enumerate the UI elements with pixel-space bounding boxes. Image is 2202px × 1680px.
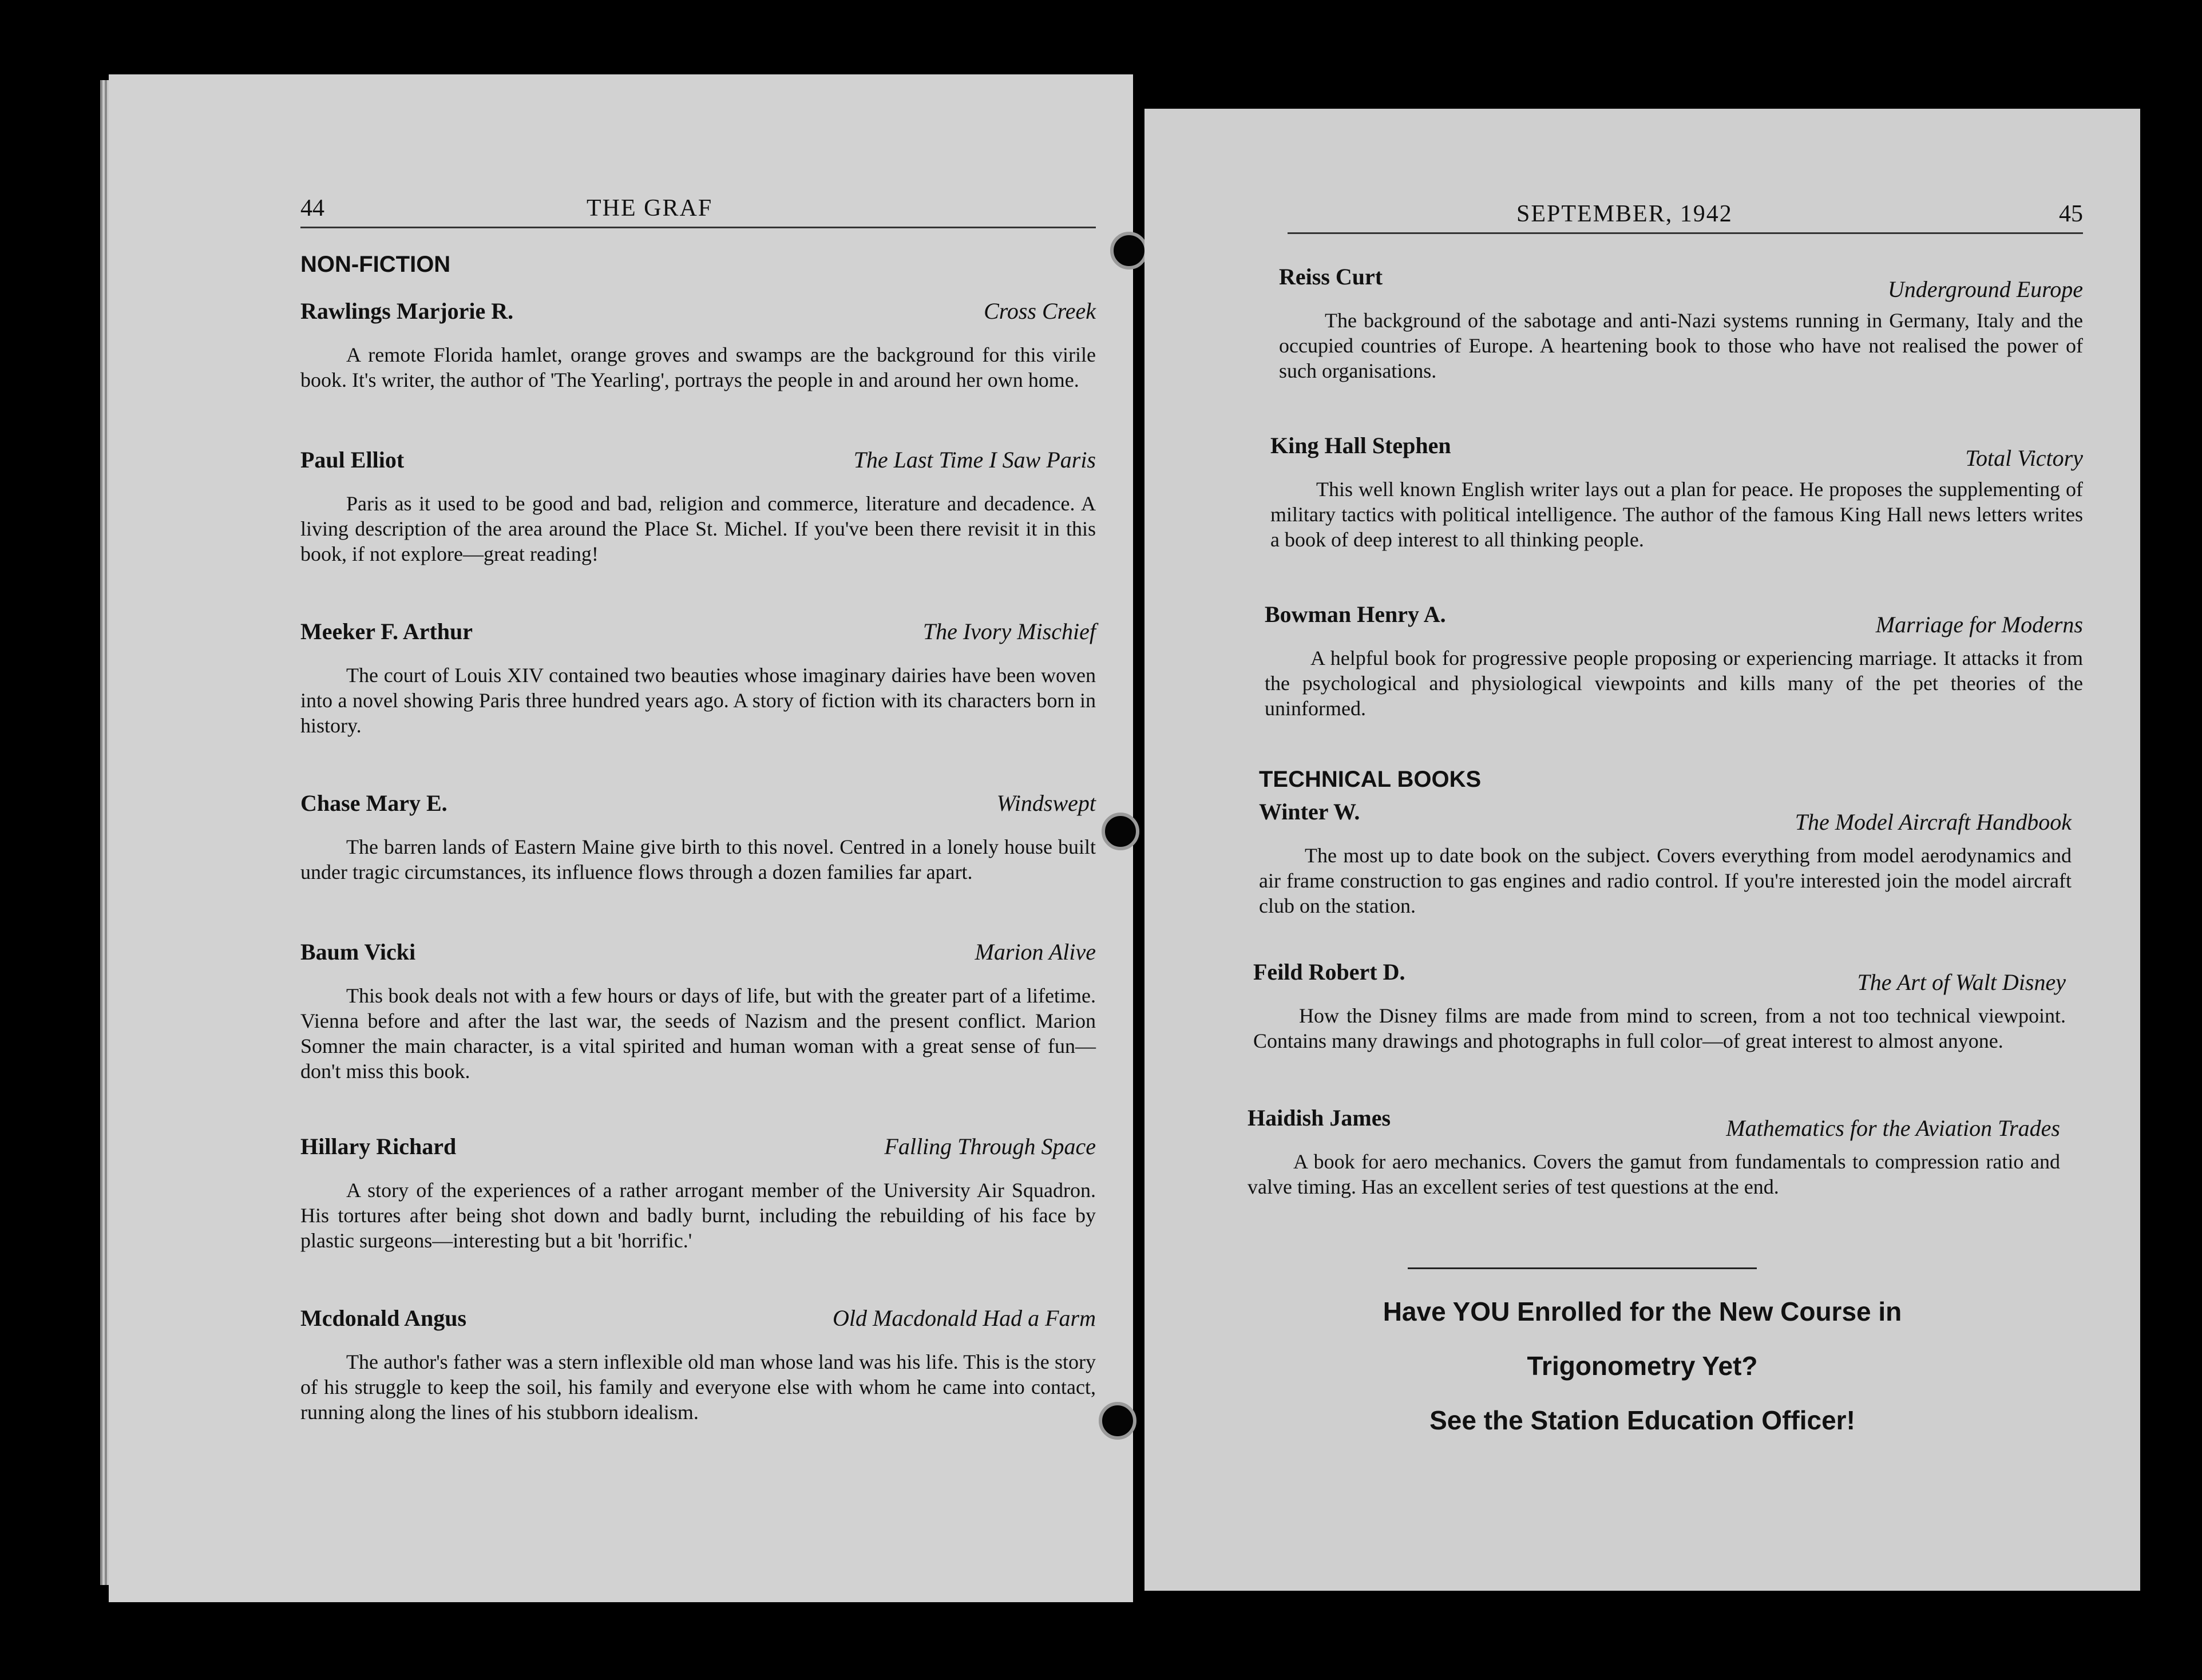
book-entry: [1265, 601, 2083, 732]
entry-book-title: Cross Creek: [984, 298, 1096, 324]
entry-book-title: Marion Alive: [975, 939, 1096, 965]
entry-author: Meeker F. Arthur: [300, 619, 473, 644]
entry-book-title: Total Victory: [1965, 445, 2083, 471]
book-entry: [1279, 263, 2083, 395]
book-entry: [1253, 958, 2066, 1090]
entry-description: The most up to date book on the subject. Covers everything from model aerodynamics and air frame construction to gas engines and radio control. If you're interested join the model aircraft club on the station.: [1259, 844, 2072, 917]
left-page: [109, 74, 1133, 1602]
page-number: 45: [2059, 201, 2083, 227]
entry-author: Feild Robert D.: [1253, 959, 1405, 985]
page-number: 44: [300, 195, 324, 221]
entry-description: A helpful book for progressive people proposing or experiencing marriage. It attacks it from the psychological and physiological viewpoints and kills many of the pet theories of the uninformed.: [1265, 647, 2083, 720]
book-entry: [300, 446, 1096, 572]
header-rule: [1288, 232, 2083, 234]
entry-description: This book deals not with a few hours or days of life, but with the greater part of a lifetime. Vienna before and after the last war, the seeds of Nazism and the present conflict. Marion Somner the main character, is a vital spirited and human woman with a great sense of fun—don't miss this book.: [300, 984, 1096, 1083]
section-heading: NON-FICTION: [300, 252, 451, 277]
divider-rule: [1408, 1267, 1757, 1269]
entry-description: A remote Florida hamlet, orange groves and swamps are the background for this virile book. It's writer, the author of 'The Yearling', portrays the people in and around her own home.: [300, 343, 1096, 391]
entry-book-title: Old Macdonald Had a Farm: [833, 1305, 1096, 1331]
entry-author: Winter W.: [1259, 799, 1360, 825]
entry-author: Chase Mary E.: [300, 790, 447, 816]
header-rule: [300, 227, 1096, 228]
notice-line-1: Have YOU Enrolled for the New Course in: [1383, 1297, 1902, 1326]
book-entry: [300, 1305, 1096, 1442]
entry-author: Bowman Henry A.: [1265, 601, 1446, 627]
entry-description: The court of Louis XIV contained two beauties whose imaginary dairies have been woven into a novel showing Paris three hundred years ago. A story of fiction with its characters born in history.: [300, 664, 1096, 737]
entry-description: How the Disney films are made from mind to screen, from a not too technical viewpoint. Contains many drawings and photographs in full color—of great interest to almost anyone.: [1253, 1004, 2066, 1052]
entry-author: Hillary Richard: [300, 1134, 457, 1159]
notice-line-3: See the Station Education Officer!: [1429, 1405, 1855, 1435]
entry-description: A story of the experiences of a rather arrogant member of the University Air Squadron. His tortures after being shot down and badly burnt, including the rebuilding of his face by plastic surgeons—interesting but a bit 'horrific.': [300, 1179, 1096, 1252]
notice-line-2: Trigonometry Yet?: [1527, 1351, 1758, 1381]
binding-staple: [1099, 1402, 1136, 1440]
book-entry: [300, 1133, 1096, 1270]
binding-staple: [1110, 232, 1148, 270]
entry-author: Reiss Curt: [1279, 264, 1383, 290]
entry-description: Paris as it used to be good and bad, religion and commerce, literature and decadence. A living description of the area around the Place St. Michel. If you've been there revisit it in this book, if not explore—great reading!: [300, 492, 1096, 565]
entry-author: Paul Elliot: [300, 447, 405, 473]
entry-author: Rawlings Marjorie R.: [300, 298, 514, 324]
entry-book-title: Underground Europe: [1887, 276, 2083, 302]
entry-description: The background of the sabotage and anti-Nazi systems running in Germany, Italy and the occupied countries of Europe. A heartening book to those who have not realised the power of such organisations.: [1279, 309, 2083, 382]
entry-author: King Hall Stephen: [1270, 433, 1451, 458]
entry-book-title: Marriage for Moderns: [1875, 612, 2083, 637]
book-entry: [1270, 432, 2083, 569]
entry-book-title: Mathematics for the Aviation Trades: [1726, 1115, 2060, 1141]
book-entry: [300, 298, 1096, 395]
entry-author: Haidish James: [1247, 1105, 1391, 1131]
running-title: SEPTEMBER, 1942: [1516, 201, 1733, 227]
binding-staple: [1102, 813, 1139, 850]
book-entry: [300, 938, 1096, 1093]
book-entry: [1259, 798, 2072, 941]
right-page: [1144, 109, 2140, 1591]
entry-description: The author's father was a stern inflexible old man whose land was his life. This is the story of his struggle to keep the soil, his family and everyone else with whom he came into contact, running along the lines of his stubborn idealism.: [300, 1350, 1096, 1424]
entry-book-title: The Ivory Mischief: [922, 619, 1096, 644]
book-entry: [300, 618, 1096, 744]
entry-book-title: The Model Aircraft Handbook: [1795, 809, 2072, 835]
book-entry: [300, 790, 1096, 893]
entry-book-title: Falling Through Space: [884, 1134, 1096, 1159]
entry-book-title: The Art of Walt Disney: [1857, 969, 2066, 995]
book-entry: [1247, 1104, 2060, 1236]
entry-author: Mcdonald Angus: [300, 1305, 467, 1331]
entry-author: Baum Vicki: [300, 939, 416, 965]
entry-description: This well known English writer lays out a plan for peace. He proposes the supplementing of military tactics with political intelligence. The author of the famous King Hall news letters writes a book of deep interest to all thinking people.: [1270, 478, 2083, 551]
running-title: THE GRAF: [587, 195, 713, 221]
section-heading: TECHNICAL BOOKS: [1259, 767, 1482, 792]
entry-book-title: Windswept: [996, 790, 1096, 816]
entry-description: A book for aero mechanics. Covers the gamut from fundamentals to compression ratio and valve timing. Has an excellent series of test questions at the end.: [1247, 1150, 2060, 1198]
entry-description: The barren lands of Eastern Maine give birth to this novel. Centred in a lonely house built under tragic circumstances, its influence flows through a dozen families far apart.: [300, 835, 1096, 883]
entry-book-title: The Last Time I Saw Paris: [853, 447, 1096, 473]
